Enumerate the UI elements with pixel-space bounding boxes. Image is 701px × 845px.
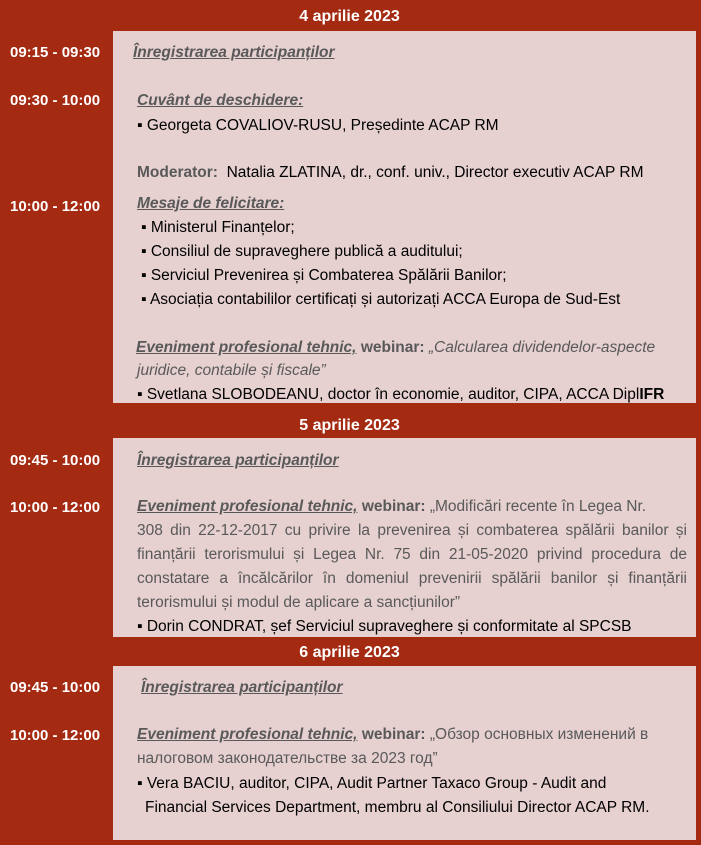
registration-title: Înregistrarea participanților <box>133 44 335 61</box>
event-heading: Eveniment profesional tehnic, webinar: „Обзор основных изменений в <box>137 726 649 743</box>
event-speaker: ▪ Dorin CONDRAT, șef Serviciul supraveghere și conformitate al SPCSB <box>137 618 632 635</box>
event-topic: constatare a încălcărilor în domeniul prevenirii spălării banilor și finanțării <box>137 570 687 587</box>
time-slot: 09:45 - 10:00 <box>10 679 101 696</box>
event-topic: juridice, contabile și fiscale” <box>137 362 326 379</box>
time-slot: 10:00 - 12:00 <box>10 499 101 516</box>
greetings-title: Mesaje de felicitare: <box>137 195 285 212</box>
bullet-icon: ▪ <box>141 291 147 308</box>
bullet-icon: ▪ <box>137 775 143 792</box>
event-topic: налоговом законодательстве за 2023 год” <box>137 750 438 767</box>
bullet-icon: ▪ <box>141 219 147 236</box>
list-item: ▪ Asociația contabililor certificați și autorizați ACCA Europa de Sud-Est <box>141 291 621 308</box>
time-slot: 09:45 - 10:00 <box>10 452 101 469</box>
time-slot: 10:00 - 12:00 <box>10 727 101 744</box>
day-3-date: 6 aprilie 2023 <box>299 644 400 661</box>
day-1-date: 4 aprilie 2023 <box>299 8 400 25</box>
event-speaker-cont: Financial Services Department, membru al Consiliului Director ACAP RM. <box>145 799 650 816</box>
event-speaker: ▪ Svetlana SLOBODEANU, doctor în economie, auditor, CIPA, ACCA DiplIFR <box>137 386 665 403</box>
list-item: ▪ Serviciul Prevenirea și Combaterea Spălării Banilor; <box>141 267 507 284</box>
time-slot: 10:00 - 12:00 <box>10 198 101 215</box>
opening-speaker: ▪ Georgeta COVALIOV-RUSU, Președinte ACAP RM <box>137 117 499 134</box>
opening-title: Cuvânt de deschidere: <box>137 92 304 109</box>
event-heading: Eveniment profesional tehnic, webinar: „Modificări recente în Legea Nr. <box>137 498 647 515</box>
bullet-icon: ▪ <box>137 618 143 635</box>
time-slot: 09:15 - 09:30 <box>10 44 101 61</box>
bullet-icon: ▪ <box>141 267 147 284</box>
event-topic: 308 din 22-12-2017 cu privire la prevenirea și combaterea spălării banilor și <box>137 522 687 539</box>
list-item: ▪ Consiliul de supraveghere publică a auditului; <box>141 243 463 260</box>
event-speaker: ▪ Vera BACIU, auditor, CIPA, Audit Partner Taxaco Group - Audit and <box>137 775 607 792</box>
event-heading: Eveniment profesional tehnic, webinar: „Calcularea dividendelor-aspecte <box>136 339 656 356</box>
time-slot: 09:30 - 10:00 <box>10 92 101 109</box>
registration-title: Înregistrarea participanților <box>141 679 343 696</box>
bullet-icon: ▪ <box>137 386 143 403</box>
list-item: ▪ Ministerul Finanțelor; <box>141 219 295 236</box>
event-topic: terorismului și modul de aplicare a sancțiunilor” <box>137 594 461 611</box>
registration-title: Înregistrarea participanților <box>137 452 339 469</box>
bullet-icon: ▪ <box>141 243 147 260</box>
moderator-line: Moderator: Natalia ZLATINA, dr., conf. univ., Director executiv ACAP RM <box>137 164 644 181</box>
bullet-icon: ▪ <box>137 117 143 134</box>
day-2-date: 5 aprilie 2023 <box>299 417 400 434</box>
event-topic: finanțării terorismului și Legea Nr. 75 din 21-05-2020 privind procedura de <box>137 546 687 563</box>
